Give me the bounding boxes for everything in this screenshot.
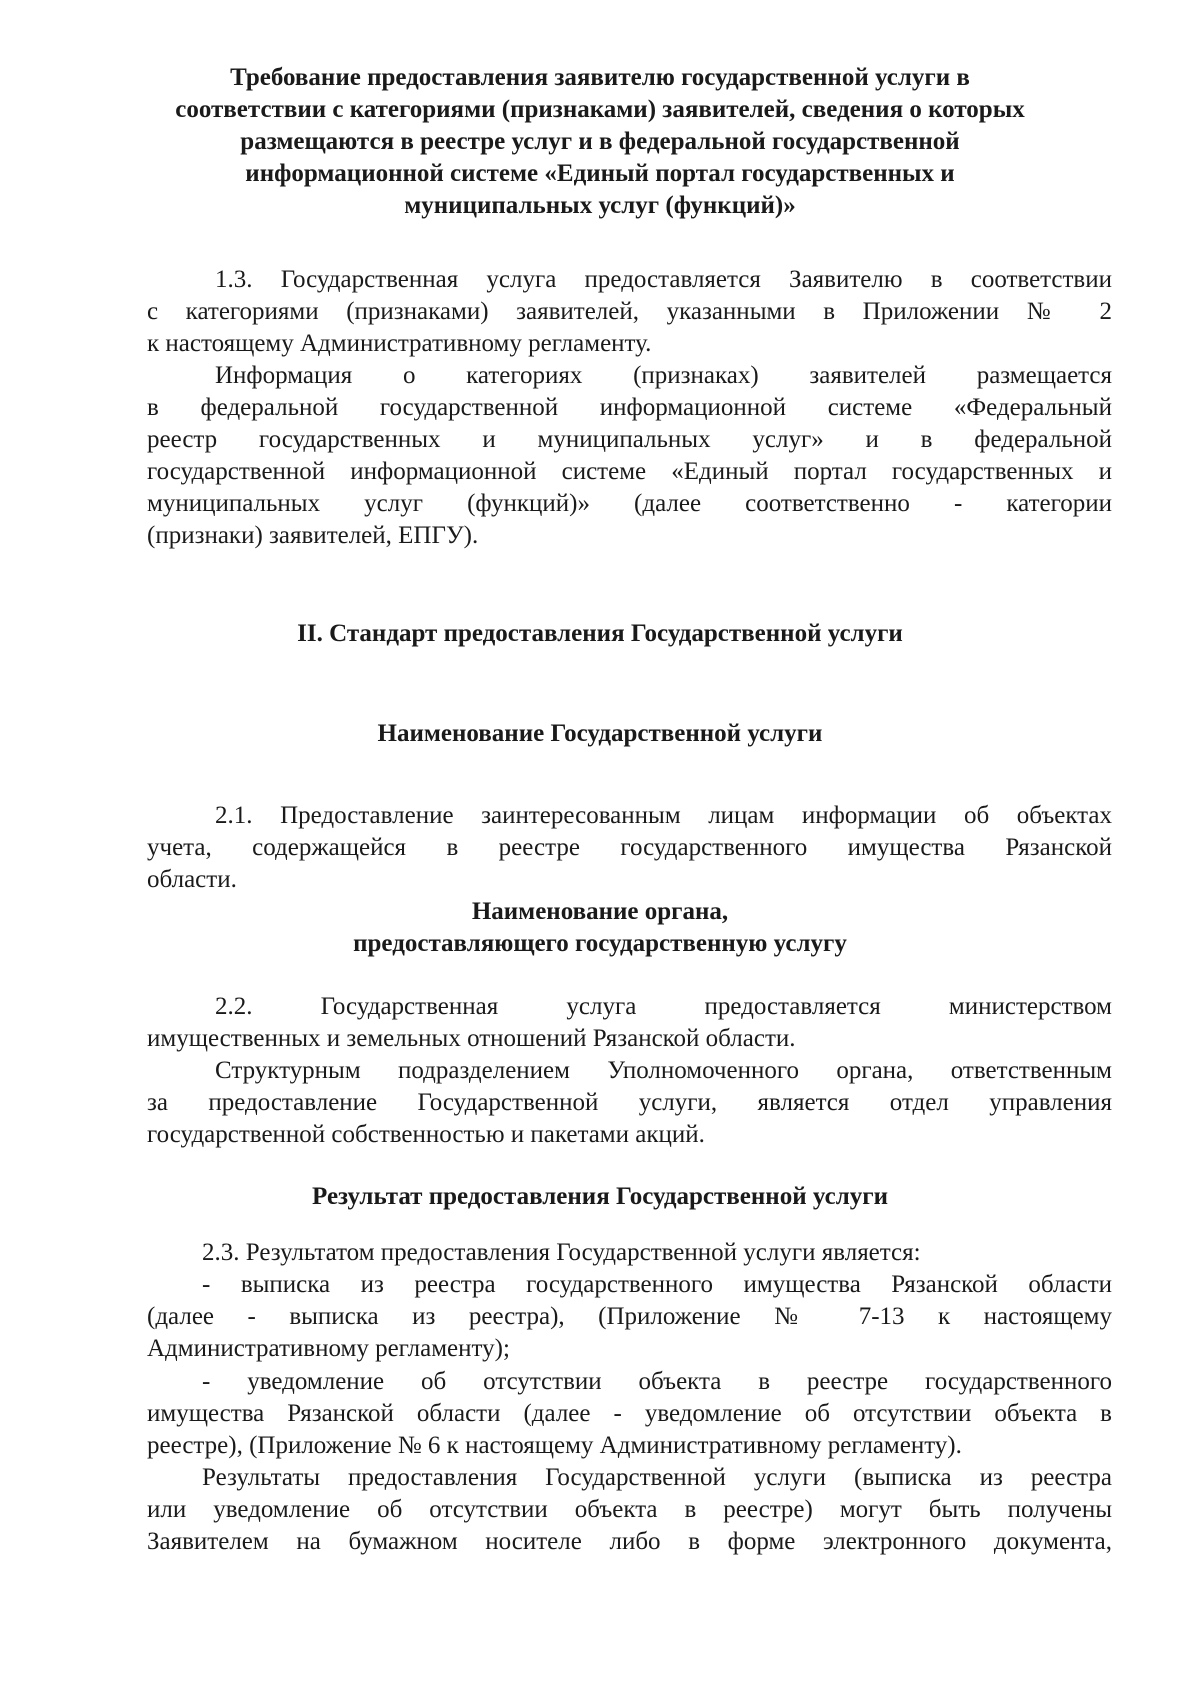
text-line: с категориями (признаками) заявителей, указанными в Приложении № 2 <box>147 298 1112 325</box>
heading-line: предоставляющего государственную услугу <box>353 930 847 957</box>
title-line: размещаются в реестре услуг и в федеральной государственной <box>240 128 960 155</box>
heading-organ <box>120 896 1080 960</box>
text-line: Результаты предоставления Государственной услуги (выписка из реестра <box>202 1464 1112 1491</box>
text-line: - уведомление об отсутствии объекта в реестре государственного <box>202 1368 1112 1395</box>
title-line: муниципальных услуг (функций)» <box>404 192 796 219</box>
text-line: Информация о категориях (признаках) заявителей размещается <box>215 362 1112 389</box>
text-line: государственной информационной системе «Единый портал государственных и <box>147 458 1112 485</box>
text-line: муниципальных услуг (функций)» (далее соответственно - категории <box>147 490 1112 517</box>
text-line: к настоящему Административному регламенту. <box>147 330 652 357</box>
title-line: Требование предоставления заявителю государственной услуги в <box>230 64 970 91</box>
text-line: 2.3. Результатом предоставления Государственной услуги является: <box>202 1239 921 1266</box>
text-line: в федеральной государственной информационной системе «Федеральный <box>147 394 1112 421</box>
text-line: реестре), (Приложение № 6 к настоящему Административному регламенту). <box>147 1432 962 1459</box>
section-2-title: II. Стандарт предоставления Государственной услуги <box>297 620 903 647</box>
paragraph-info <box>147 360 1112 552</box>
text-line: (далее - выписка из реестра), (Приложение № 7-13 к настоящему <box>147 1303 1112 1330</box>
text-line: Административному регламенту); <box>147 1335 510 1362</box>
text-line: 2.2. Государственная услуга предоставляется министерством <box>215 993 1112 1020</box>
text-line: 1.3. Государственная услуга предоставляется Заявителю в соответствии <box>215 266 1112 293</box>
text-line: области. <box>147 866 237 893</box>
heading-service-name: Наименование Государственной услуги <box>377 720 823 747</box>
title-line: информационной системе «Единый портал государственных и <box>245 160 955 187</box>
text-line: имущества Рязанской области (далее - уведомление об отсутствии объекта в <box>147 1400 1112 1427</box>
paragraph-2-1 <box>147 800 1112 896</box>
paragraph-1-3 <box>147 264 1112 360</box>
text-line: - выписка из реестра государственного имущества Рязанской области <box>202 1271 1112 1298</box>
text-line: учета, содержащейся в реестре государственного имущества Рязанской <box>147 834 1112 861</box>
paragraph-results <box>147 1462 1112 1558</box>
text-line: Заявителем на бумажном носителе либо в форме электронного документа, <box>147 1528 1112 1555</box>
document-title <box>120 62 1080 222</box>
text-line: или уведомление об отсутствии объекта в реестре) могут быть получены <box>147 1496 1112 1523</box>
text-line: 2.1. Предоставление заинтересованным лицам информации об объектах <box>215 802 1112 829</box>
heading-line: Наименование органа, <box>471 898 729 925</box>
text-line: (признаки) заявителей, ЕПГУ). <box>147 522 479 549</box>
bullet-extract <box>147 1269 1112 1365</box>
text-line: Структурным подразделением Уполномоченного органа, ответственным <box>215 1057 1112 1084</box>
text-line: реестр государственных и муниципальных услуг» и в федеральной <box>147 426 1112 453</box>
text-line: государственной собственностью и пакетами акций. <box>147 1121 705 1148</box>
bullet-notice <box>147 1366 1112 1462</box>
text-line: за предоставление Государственной услуги, является отдел управления <box>147 1089 1112 1116</box>
paragraph-2-2 <box>147 991 1112 1055</box>
text-line: имущественных и земельных отношений Рязанской области. <box>147 1025 796 1052</box>
heading-result: Результат предоставления Государственной услуги <box>312 1183 888 1210</box>
title-line: соответствии с категориями (признаками) заявителей, сведения о которых <box>175 96 1025 123</box>
paragraph-2-3 <box>147 1237 1112 1269</box>
paragraph-structural-unit <box>147 1055 1112 1151</box>
